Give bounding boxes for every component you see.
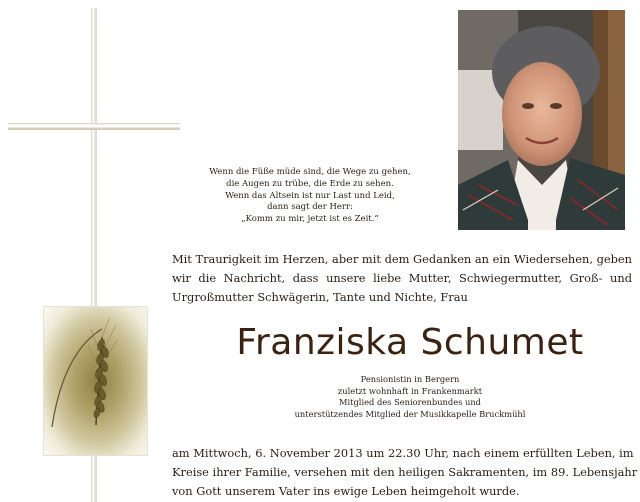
poem-line: dann sagt der Herr: (267, 202, 353, 213)
poem-line: die Augen zu trübe, die Erde zu sehen. (226, 178, 394, 189)
closing-line: am Mittwoch, 6. November 2013 um 22.30 Uhr, nach einem erfüllten Leben, im (172, 446, 634, 460)
announcement-line: Urgroßmutter Schwägerin, Tante und Nichte, Frau (172, 290, 468, 304)
detail-line: Mitglied des Seniorenbundes und (339, 397, 481, 407)
poem-line: Wenn das Altsein ist nur Last und Leid, (225, 190, 395, 201)
detail-line: unterstützendes Mitglied der Musikkapelle Bruckmühl (294, 408, 526, 419)
announcement-line: Mit Traurigkeit im Herzen, aber mit dem Gedanken an ein Wiedersehen, geben (172, 252, 632, 266)
poem-line: „Komm zu mir, jetzt ist es Zeit.“ (241, 214, 379, 225)
announcement-paragraph (172, 250, 632, 307)
detail-line: zuletzt wohnhaft in Frankenmarkt (337, 385, 483, 396)
deceased-details (230, 374, 590, 420)
deceased-name: Franziska Schumet (236, 322, 584, 363)
closing-line: Kreise ihrer Familie, versehen mit den heiligen Sakramenten, im 89. Lebensjahr (172, 465, 638, 479)
cross-crossbar (8, 123, 180, 130)
wheat-ear-photo (43, 306, 148, 456)
portrait-photo (458, 10, 625, 230)
poem (180, 167, 440, 226)
closing-paragraph (172, 444, 638, 501)
closing-line: von Gott unserem Vater ins ewige Leben heimgeholt wurde. (172, 484, 520, 498)
detail-line: Pensionistin in Bergern (360, 374, 460, 384)
poem-line: Wenn die Füße müde sind, die Wege zu gehen, (209, 167, 411, 177)
announcement-line: wir die Nachricht, dass unsere liebe Mutter, Schwiegermutter, Groß- und (172, 271, 632, 285)
